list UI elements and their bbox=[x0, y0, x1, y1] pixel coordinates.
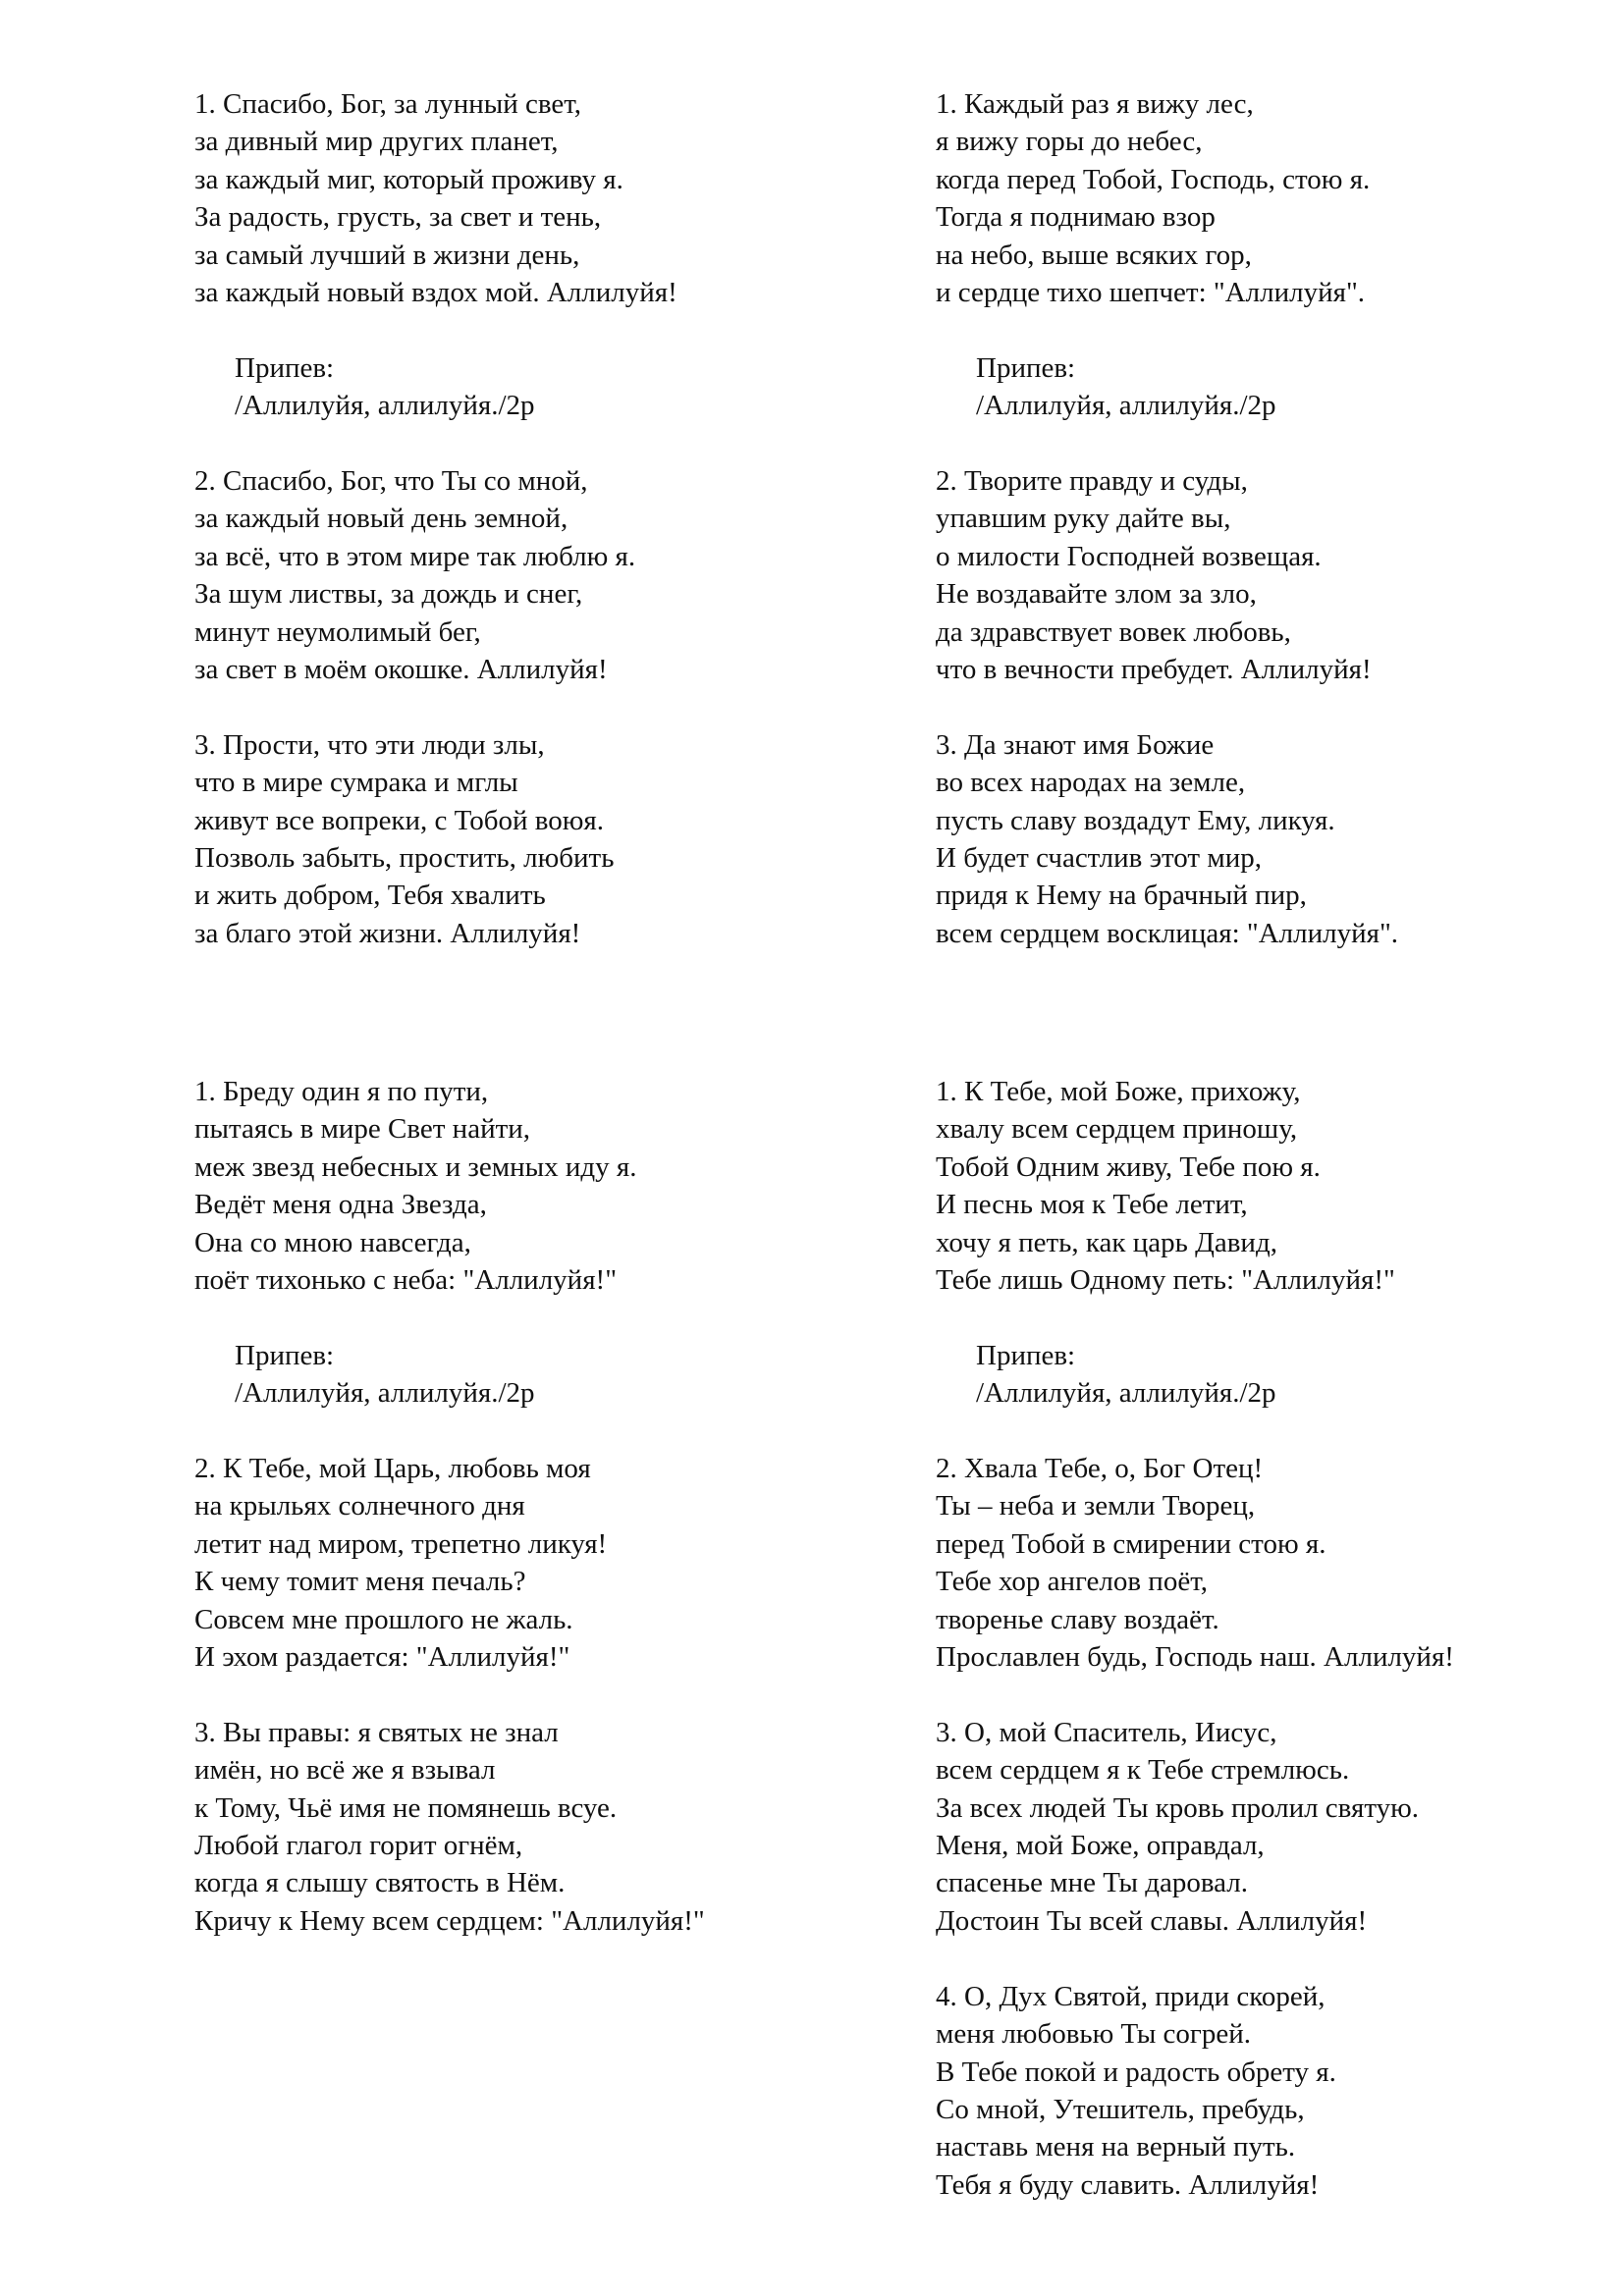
verse-line: Любой глагол горит огнём, bbox=[194, 1830, 523, 1862]
verse-line: к Тому, Чьё имя не помянешь всуе. bbox=[194, 1791, 618, 1824]
verse-block bbox=[936, 726, 1398, 952]
chorus-line: /Аллилуйя, аллилуйя./2р bbox=[976, 390, 1276, 422]
verse-line: наставь меня на верный путь. bbox=[936, 2131, 1296, 2163]
verse-line: о милости Господней возвещая. bbox=[936, 540, 1322, 572]
stanza-gap bbox=[936, 1676, 1454, 1713]
verse-line: Меня, мой Боже, оправдал, bbox=[936, 1830, 1265, 1862]
chorus-line: Припев: bbox=[976, 1339, 1076, 1371]
verse-line: Тогда я поднимаю взор bbox=[936, 201, 1216, 234]
verse-line: меня любовью Ты согрей. bbox=[936, 2018, 1251, 2051]
chorus-line: /Аллилуйя, аллилуйя./2р bbox=[235, 390, 535, 422]
song-bottom-left bbox=[194, 1073, 705, 1940]
verse-line: 2. К Тебе, мой Царь, любовь моя bbox=[194, 1453, 591, 1485]
verse-line: что в мире сумрака и мглы bbox=[194, 767, 518, 799]
verse-block bbox=[194, 726, 677, 952]
verse-line: когда перед Тобой, Господь, стою я. bbox=[936, 163, 1371, 195]
verse-line: живут все вопреки, с Тобой воюя. bbox=[194, 804, 604, 836]
verse-line: 3. Прости, что эти люди злы, bbox=[194, 728, 545, 761]
stanza-gap bbox=[936, 311, 1398, 348]
verse-line: меж звезд небесных и земных иду я. bbox=[194, 1150, 637, 1183]
verse-block bbox=[936, 1978, 1454, 2204]
stanza-gap bbox=[936, 1299, 1454, 1336]
verse-line: во всех народах на земле, bbox=[936, 767, 1246, 799]
verse-line: когда я слышу святость в Нём. bbox=[194, 1867, 566, 1899]
verse-line: Тебя я буду славить. Аллилуйя! bbox=[936, 2168, 1320, 2201]
stanza-gap bbox=[194, 311, 677, 348]
verse-line: За шум листвы, за дождь и снег, bbox=[194, 578, 583, 611]
chorus-line: Припев: bbox=[235, 1339, 335, 1371]
verse-block bbox=[936, 462, 1398, 688]
verse-block bbox=[194, 1073, 705, 1299]
verse-line: 3. О, мой Спаситель, Иисус, bbox=[936, 1716, 1277, 1748]
verse-line: Позволь забыть, простить, любить bbox=[194, 842, 615, 875]
verse-line: Тобой Одним живу, Тебе пою я. bbox=[936, 1150, 1321, 1183]
verse-line: 1. Спасибо, Бог, за лунный свет, bbox=[194, 88, 582, 120]
stanza-gap bbox=[194, 688, 677, 725]
verse-line: что в вечности пребудет. Аллилуйя! bbox=[936, 654, 1372, 686]
verse-line: придя к Нему на брачный пир, bbox=[936, 880, 1307, 912]
chorus-block bbox=[194, 1337, 705, 1413]
chorus-line: /Аллилуйя, аллилуйя./2р bbox=[976, 1377, 1276, 1410]
verse-line: 3. Да знают имя Божие bbox=[936, 728, 1215, 761]
verse-line: на небо, выше всяких гор, bbox=[936, 239, 1252, 271]
stanza-gap bbox=[936, 425, 1398, 462]
verse-line: упавшим руку дайте вы, bbox=[936, 503, 1231, 535]
stanza-gap bbox=[194, 1413, 705, 1450]
verse-line: я вижу горы до небес, bbox=[936, 126, 1203, 158]
verse-line: За всех людей Ты кровь пролил святую. bbox=[936, 1791, 1420, 1824]
verse-block bbox=[936, 1073, 1454, 1299]
chorus-block bbox=[936, 349, 1398, 425]
verse-line: Прославлен будь, Господь наш. Аллилуйя! bbox=[936, 1641, 1454, 1674]
stanza-gap bbox=[936, 1940, 1454, 1977]
stanza-gap bbox=[194, 425, 677, 462]
verse-line: И будет счастлив этот мир, bbox=[936, 842, 1262, 875]
verse-line: и жить добром, Тебя хвалить bbox=[194, 880, 546, 912]
verse-line: поёт тихонько с неба: "Аллилуйя!" bbox=[194, 1264, 618, 1297]
verse-line: за благо этой жизни. Аллилуйя! bbox=[194, 917, 581, 949]
verse-line: 1. К Тебе, мой Боже, прихожу, bbox=[936, 1076, 1301, 1107]
verse-line: 2. Спасибо, Бог, что Ты со мной, bbox=[194, 465, 588, 498]
stanza-gap bbox=[936, 1413, 1454, 1450]
song-top-left bbox=[194, 85, 677, 952]
verse-line: Она со мною навсегда, bbox=[194, 1226, 471, 1258]
verse-line: за свет в моём окошке. Аллилуйя! bbox=[194, 654, 608, 686]
verse-line: хвалу всем сердцем приношу, bbox=[936, 1113, 1298, 1146]
verse-line: За радость, грусть, за свет и тень, bbox=[194, 201, 602, 234]
verse-line: Достоин Ты всей славы. Аллилуйя! bbox=[936, 1904, 1368, 1937]
verse-line: имён, но всё же я взывал bbox=[194, 1754, 496, 1787]
verse-line: минут неумолимый бег, bbox=[194, 615, 481, 648]
verse-line: К чему томит меня печаль? bbox=[194, 1566, 526, 1598]
verse-line: Со мной, Утешитель, пребудь, bbox=[936, 2093, 1305, 2125]
verse-line: пытаясь в мире Свет найти, bbox=[194, 1113, 531, 1146]
stanza-gap bbox=[194, 1299, 705, 1336]
verse-line: за каждый новый вздох мой. Аллилуйя! bbox=[194, 277, 677, 309]
verse-block bbox=[194, 1714, 705, 1940]
verse-line: за каждый миг, который проживу я. bbox=[194, 163, 623, 195]
verse-block bbox=[936, 85, 1398, 311]
verse-line: творенье славу воздаёт. bbox=[936, 1603, 1219, 1635]
verse-line: за каждый новый день земной, bbox=[194, 503, 568, 535]
verse-line: Ты – неба и земли Творец, bbox=[936, 1490, 1256, 1522]
verse-block bbox=[194, 85, 677, 311]
chorus-block bbox=[936, 1337, 1454, 1413]
stanza-gap bbox=[936, 688, 1398, 725]
verse-line: Совсем мне прошлого не жаль. bbox=[194, 1603, 573, 1635]
verse-line: В Тебе покой и радость обрету я. bbox=[936, 2056, 1336, 2088]
chorus-line: Припев: bbox=[235, 351, 335, 384]
verse-line: летит над миром, трепетно ликуя! bbox=[194, 1527, 608, 1560]
verse-line: 2. Творите правду и суды, bbox=[936, 465, 1248, 498]
verse-line: Тебе лишь Одному петь: "Аллилуйя!" bbox=[936, 1264, 1395, 1297]
verse-line: за всё, что в этом мире так люблю я. bbox=[194, 540, 636, 572]
verse-line: 2. Хвала Тебе, о, Бог Отец! bbox=[936, 1453, 1264, 1485]
verse-line: хочу я петь, как царь Давид, bbox=[936, 1226, 1277, 1258]
verse-block bbox=[936, 1450, 1454, 1676]
stanza-gap bbox=[194, 1676, 705, 1713]
verse-line: за самый лучший в жизни день, bbox=[194, 239, 580, 271]
chorus-block bbox=[194, 349, 677, 425]
verse-line: спасенье мне Ты даровал. bbox=[936, 1867, 1249, 1899]
verse-line: Кричу к Нему всем сердцем: "Аллилуйя!" bbox=[194, 1904, 705, 1937]
verse-line: перед Тобой в смирении стою я. bbox=[936, 1527, 1326, 1560]
verse-line: 1. Каждый раз я вижу лес, bbox=[936, 88, 1254, 120]
verse-line: пусть славу воздадут Ему, ликуя. bbox=[936, 804, 1335, 836]
verse-line: всем сердцем я к Тебе стремлюсь. bbox=[936, 1754, 1350, 1787]
verse-line: Ведёт меня одна Звезда, bbox=[194, 1189, 487, 1221]
verse-line: Не воздавайте злом за зло, bbox=[936, 578, 1257, 611]
verse-block bbox=[194, 462, 677, 688]
verse-line: и сердце тихо шепчет: "Аллилуйя". bbox=[936, 277, 1366, 309]
verse-line: 4. О, Дух Святой, приди скорей, bbox=[936, 1980, 1325, 2012]
verse-line: И эхом раздается: "Аллилуйя!" bbox=[194, 1641, 570, 1674]
song-bottom-right bbox=[936, 1073, 1454, 2204]
verse-line: 1. Бреду один я по пути, bbox=[194, 1076, 489, 1107]
verse-block bbox=[936, 1714, 1454, 1940]
chorus-line: Припев: bbox=[976, 351, 1076, 384]
chorus-line: /Аллилуйя, аллилуйя./2р bbox=[235, 1377, 535, 1410]
verse-line: на крыльях солнечного дня bbox=[194, 1490, 525, 1522]
verse-line: И песнь моя к Тебе летит, bbox=[936, 1189, 1248, 1221]
verse-line: за дивный мир других планет, bbox=[194, 126, 559, 158]
verse-block bbox=[194, 1450, 705, 1676]
song-top-right bbox=[936, 85, 1398, 952]
verse-line: да здравствует вовек любовь, bbox=[936, 615, 1291, 648]
verse-line: всем сердцем восклицая: "Аллилуйя". bbox=[936, 917, 1399, 949]
verse-line: 3. Вы правы: я святых не знал bbox=[194, 1716, 559, 1748]
verse-line: Тебе хор ангелов поёт, bbox=[936, 1566, 1208, 1598]
